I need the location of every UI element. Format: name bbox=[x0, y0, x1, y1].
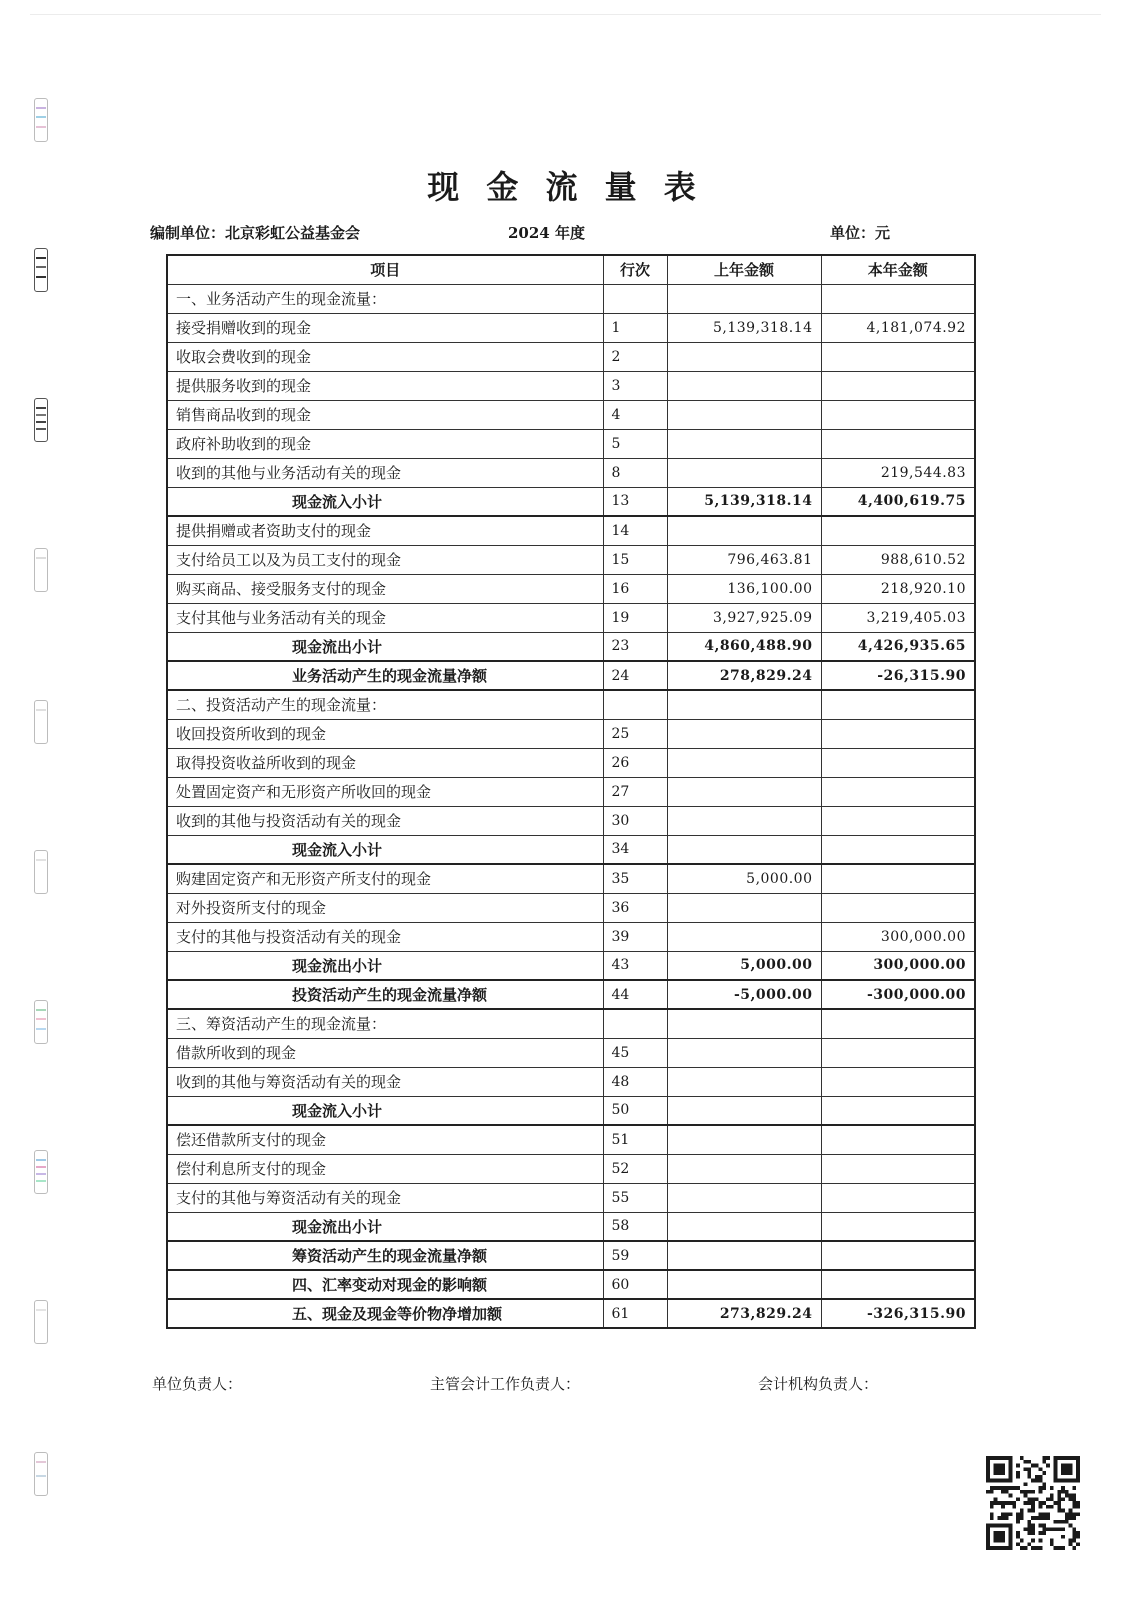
row-prior-year-amount: 5,000.00 bbox=[667, 864, 821, 893]
row-item-label: 五、现金及现金等价物净增加额 bbox=[167, 1299, 603, 1328]
row-item-label: 处置固定资产和无形资产所收回的现金 bbox=[167, 777, 603, 806]
row-item-label: 现金流出小计 bbox=[167, 632, 603, 661]
row-prior-year-amount bbox=[667, 1212, 821, 1241]
cash-flow-table-body bbox=[167, 284, 975, 1328]
row-line-number: 60 bbox=[603, 1270, 667, 1299]
row-item-label: 现金流入小计 bbox=[167, 1096, 603, 1125]
row-line-number: 27 bbox=[603, 777, 667, 806]
table-row bbox=[167, 429, 975, 458]
row-prior-year-amount bbox=[667, 1125, 821, 1154]
row-current-year-amount bbox=[821, 1212, 975, 1241]
table-row bbox=[167, 458, 975, 487]
table-row bbox=[167, 1009, 975, 1038]
row-item-label: 二、投资活动产生的现金流量： bbox=[167, 690, 603, 719]
row-current-year-amount: 219,544.83 bbox=[821, 458, 975, 487]
table-row bbox=[167, 574, 975, 603]
row-line-number: 5 bbox=[603, 429, 667, 458]
row-prior-year-amount bbox=[667, 1241, 821, 1270]
binding-hole-icon bbox=[34, 1300, 48, 1344]
row-current-year-amount: 4,426,935.65 bbox=[821, 632, 975, 661]
row-line-number: 2 bbox=[603, 342, 667, 371]
row-prior-year-amount bbox=[667, 835, 821, 864]
binding-hole-icon bbox=[34, 548, 48, 592]
row-line-number: 25 bbox=[603, 719, 667, 748]
row-line-number: 39 bbox=[603, 922, 667, 951]
row-line-number: 15 bbox=[603, 545, 667, 574]
table-row bbox=[167, 719, 975, 748]
row-item-label: 收到的其他与业务活动有关的现金 bbox=[167, 458, 603, 487]
row-prior-year-amount: 278,829.24 bbox=[667, 661, 821, 690]
row-current-year-amount bbox=[821, 1096, 975, 1125]
table-row bbox=[167, 1241, 975, 1270]
binding-hole-icon bbox=[34, 700, 48, 744]
organization-label: 编制单位：北京彩虹公益基金会 bbox=[150, 224, 361, 242]
row-item-label: 现金流出小计 bbox=[167, 1212, 603, 1241]
row-current-year-amount: 218,920.10 bbox=[821, 574, 975, 603]
binding-hole-icon bbox=[34, 850, 48, 894]
binding-hole-icon bbox=[34, 248, 48, 292]
table-row bbox=[167, 748, 975, 777]
row-current-year-amount bbox=[821, 516, 975, 545]
table-row bbox=[167, 371, 975, 400]
table-row bbox=[167, 980, 975, 1009]
table-row bbox=[167, 661, 975, 690]
row-item-label: 现金流入小计 bbox=[167, 487, 603, 516]
row-current-year-amount bbox=[821, 1270, 975, 1299]
row-item-label: 销售商品收到的现金 bbox=[167, 400, 603, 429]
row-current-year-amount bbox=[821, 1009, 975, 1038]
row-line-number: 61 bbox=[603, 1299, 667, 1328]
table-row bbox=[167, 893, 975, 922]
table-row bbox=[167, 835, 975, 864]
table-row bbox=[167, 1212, 975, 1241]
row-line-number: 59 bbox=[603, 1241, 667, 1270]
row-current-year-amount bbox=[821, 284, 975, 313]
row-prior-year-amount bbox=[667, 342, 821, 371]
row-prior-year-amount: 4,860,488.90 bbox=[667, 632, 821, 661]
accounting-dept-head-signature-label: 会计机构负责人： bbox=[758, 1375, 879, 1393]
binding-hole-icon bbox=[34, 1150, 48, 1194]
row-item-label: 购买商品、接受服务支付的现金 bbox=[167, 574, 603, 603]
row-line-number: 52 bbox=[603, 1154, 667, 1183]
row-line-number: 30 bbox=[603, 806, 667, 835]
table-row bbox=[167, 400, 975, 429]
row-item-label: 取得投资收益所收到的现金 bbox=[167, 748, 603, 777]
row-current-year-amount bbox=[821, 371, 975, 400]
unit-head-signature-label: 单位负责人： bbox=[152, 1375, 243, 1393]
row-item-label: 投资活动产生的现金流量净额 bbox=[167, 980, 603, 1009]
table-row bbox=[167, 603, 975, 632]
row-line-number: 8 bbox=[603, 458, 667, 487]
fiscal-year-label: 2024 年度 bbox=[508, 224, 585, 242]
row-prior-year-amount bbox=[667, 371, 821, 400]
row-current-year-amount bbox=[821, 835, 975, 864]
row-line-number: 23 bbox=[603, 632, 667, 661]
row-prior-year-amount bbox=[667, 893, 821, 922]
binding-hole-icon bbox=[34, 1452, 48, 1496]
row-prior-year-amount bbox=[667, 690, 821, 719]
row-item-label: 支付给员工以及为员工支付的现金 bbox=[167, 545, 603, 574]
row-current-year-amount bbox=[821, 1183, 975, 1212]
table-row bbox=[167, 487, 975, 516]
row-item-label: 支付的其他与投资活动有关的现金 bbox=[167, 922, 603, 951]
row-line-number: 43 bbox=[603, 951, 667, 980]
row-current-year-amount: -326,315.90 bbox=[821, 1299, 975, 1328]
row-prior-year-amount bbox=[667, 429, 821, 458]
row-prior-year-amount bbox=[667, 922, 821, 951]
row-current-year-amount bbox=[821, 748, 975, 777]
row-item-label: 支付的其他与筹资活动有关的现金 bbox=[167, 1183, 603, 1212]
table-row bbox=[167, 777, 975, 806]
row-prior-year-amount bbox=[667, 1038, 821, 1067]
table-row bbox=[167, 1299, 975, 1328]
table-row bbox=[167, 1270, 975, 1299]
table-row bbox=[167, 1125, 975, 1154]
row-line-number: 51 bbox=[603, 1125, 667, 1154]
row-item-label: 现金流入小计 bbox=[167, 835, 603, 864]
table-row bbox=[167, 1038, 975, 1067]
binding-hole-icon bbox=[34, 98, 48, 142]
row-prior-year-amount bbox=[667, 1009, 821, 1038]
row-prior-year-amount bbox=[667, 458, 821, 487]
row-line-number bbox=[603, 1009, 667, 1038]
row-current-year-amount bbox=[821, 1067, 975, 1096]
accounting-head-signature-label: 主管会计工作负责人： bbox=[430, 1375, 581, 1393]
row-item-label: 筹资活动产生的现金流量净额 bbox=[167, 1241, 603, 1270]
row-line-number: 14 bbox=[603, 516, 667, 545]
row-prior-year-amount bbox=[667, 1183, 821, 1212]
row-item-label: 收到的其他与筹资活动有关的现金 bbox=[167, 1067, 603, 1096]
row-current-year-amount bbox=[821, 864, 975, 893]
row-current-year-amount bbox=[821, 1125, 975, 1154]
currency-unit-label: 单位：元 bbox=[830, 224, 891, 242]
row-current-year-amount bbox=[821, 400, 975, 429]
row-prior-year-amount bbox=[667, 777, 821, 806]
row-current-year-amount bbox=[821, 1241, 975, 1270]
table-row bbox=[167, 951, 975, 980]
row-prior-year-amount bbox=[667, 1096, 821, 1125]
row-current-year-amount: 3,219,405.03 bbox=[821, 603, 975, 632]
table-row bbox=[167, 342, 975, 371]
row-line-number: 1 bbox=[603, 313, 667, 342]
row-item-label: 收回投资所收到的现金 bbox=[167, 719, 603, 748]
row-prior-year-amount: 5,139,318.14 bbox=[667, 313, 821, 342]
binding-hole-icon bbox=[34, 1000, 48, 1044]
row-line-number: 58 bbox=[603, 1212, 667, 1241]
table-header-row bbox=[167, 255, 975, 284]
table-row bbox=[167, 1096, 975, 1125]
table-row bbox=[167, 516, 975, 545]
row-current-year-amount bbox=[821, 893, 975, 922]
header-item: 项目 bbox=[167, 255, 603, 284]
table-row bbox=[167, 545, 975, 574]
row-prior-year-amount: 273,829.24 bbox=[667, 1299, 821, 1328]
row-item-label: 借款所收到的现金 bbox=[167, 1038, 603, 1067]
row-prior-year-amount bbox=[667, 1154, 821, 1183]
table-row bbox=[167, 806, 975, 835]
row-line-number bbox=[603, 284, 667, 313]
row-current-year-amount bbox=[821, 342, 975, 371]
row-prior-year-amount: -5,000.00 bbox=[667, 980, 821, 1009]
row-line-number: 48 bbox=[603, 1067, 667, 1096]
cash-flow-table bbox=[166, 254, 976, 1329]
row-prior-year-amount: 3,927,925.09 bbox=[667, 603, 821, 632]
row-current-year-amount bbox=[821, 1154, 975, 1183]
row-item-label: 提供捐赠或者资助支付的现金 bbox=[167, 516, 603, 545]
row-current-year-amount bbox=[821, 719, 975, 748]
row-item-label: 政府补助收到的现金 bbox=[167, 429, 603, 458]
row-current-year-amount: 300,000.00 bbox=[821, 951, 975, 980]
row-current-year-amount bbox=[821, 777, 975, 806]
page-title: 现 金 流 量 表 bbox=[427, 168, 704, 206]
header-prior-year-amount: 上年金额 bbox=[667, 255, 821, 284]
row-line-number: 13 bbox=[603, 487, 667, 516]
row-line-number: 3 bbox=[603, 371, 667, 400]
row-item-label: 对外投资所支付的现金 bbox=[167, 893, 603, 922]
row-item-label: 支付其他与业务活动有关的现金 bbox=[167, 603, 603, 632]
row-current-year-amount: 300,000.00 bbox=[821, 922, 975, 951]
row-current-year-amount bbox=[821, 429, 975, 458]
row-prior-year-amount bbox=[667, 748, 821, 777]
row-item-label: 业务活动产生的现金流量净额 bbox=[167, 661, 603, 690]
header-line-no: 行次 bbox=[603, 255, 667, 284]
row-line-number: 50 bbox=[603, 1096, 667, 1125]
row-line-number: 26 bbox=[603, 748, 667, 777]
table-row bbox=[167, 632, 975, 661]
table-row bbox=[167, 1183, 975, 1212]
row-prior-year-amount: 5,000.00 bbox=[667, 951, 821, 980]
row-item-label: 收到的其他与投资活动有关的现金 bbox=[167, 806, 603, 835]
row-item-label: 接受捐赠收到的现金 bbox=[167, 313, 603, 342]
row-item-label: 偿付利息所支付的现金 bbox=[167, 1154, 603, 1183]
row-item-label: 偿还借款所支付的现金 bbox=[167, 1125, 603, 1154]
scan-top-edge bbox=[30, 14, 1101, 15]
row-line-number: 19 bbox=[603, 603, 667, 632]
row-line-number: 34 bbox=[603, 835, 667, 864]
row-line-number: 36 bbox=[603, 893, 667, 922]
row-item-label: 提供服务收到的现金 bbox=[167, 371, 603, 400]
table-row bbox=[167, 284, 975, 313]
row-item-label: 三、筹资活动产生的现金流量： bbox=[167, 1009, 603, 1038]
row-line-number bbox=[603, 690, 667, 719]
table-row bbox=[167, 1067, 975, 1096]
row-line-number: 4 bbox=[603, 400, 667, 429]
table-row bbox=[167, 1154, 975, 1183]
row-current-year-amount bbox=[821, 806, 975, 835]
row-prior-year-amount bbox=[667, 1067, 821, 1096]
row-current-year-amount: 988,610.52 bbox=[821, 545, 975, 574]
row-prior-year-amount bbox=[667, 516, 821, 545]
row-prior-year-amount bbox=[667, 400, 821, 429]
row-prior-year-amount: 5,139,318.14 bbox=[667, 487, 821, 516]
row-prior-year-amount: 796,463.81 bbox=[667, 545, 821, 574]
row-line-number: 16 bbox=[603, 574, 667, 603]
row-prior-year-amount bbox=[667, 806, 821, 835]
row-item-label: 一、业务活动产生的现金流量： bbox=[167, 284, 603, 313]
row-current-year-amount: -300,000.00 bbox=[821, 980, 975, 1009]
binding-hole-icon bbox=[34, 398, 48, 442]
row-item-label: 现金流出小计 bbox=[167, 951, 603, 980]
row-item-label: 购建固定资产和无形资产所支付的现金 bbox=[167, 864, 603, 893]
row-line-number: 55 bbox=[603, 1183, 667, 1212]
row-item-label: 四、汇率变动对现金的影响额 bbox=[167, 1270, 603, 1299]
row-prior-year-amount bbox=[667, 1270, 821, 1299]
table-row bbox=[167, 313, 975, 342]
row-current-year-amount: -26,315.90 bbox=[821, 661, 975, 690]
table-row bbox=[167, 922, 975, 951]
row-item-label: 收取会费收到的现金 bbox=[167, 342, 603, 371]
row-current-year-amount bbox=[821, 690, 975, 719]
row-prior-year-amount bbox=[667, 719, 821, 748]
row-line-number: 45 bbox=[603, 1038, 667, 1067]
qr-code-icon bbox=[986, 1456, 1080, 1550]
row-line-number: 44 bbox=[603, 980, 667, 1009]
row-current-year-amount: 4,400,619.75 bbox=[821, 487, 975, 516]
row-prior-year-amount: 136,100.00 bbox=[667, 574, 821, 603]
header-current-year-amount: 本年金额 bbox=[821, 255, 975, 284]
table-row bbox=[167, 864, 975, 893]
row-current-year-amount: 4,181,074.92 bbox=[821, 313, 975, 342]
row-prior-year-amount bbox=[667, 284, 821, 313]
row-line-number: 24 bbox=[603, 661, 667, 690]
row-line-number: 35 bbox=[603, 864, 667, 893]
table-row bbox=[167, 690, 975, 719]
row-current-year-amount bbox=[821, 1038, 975, 1067]
